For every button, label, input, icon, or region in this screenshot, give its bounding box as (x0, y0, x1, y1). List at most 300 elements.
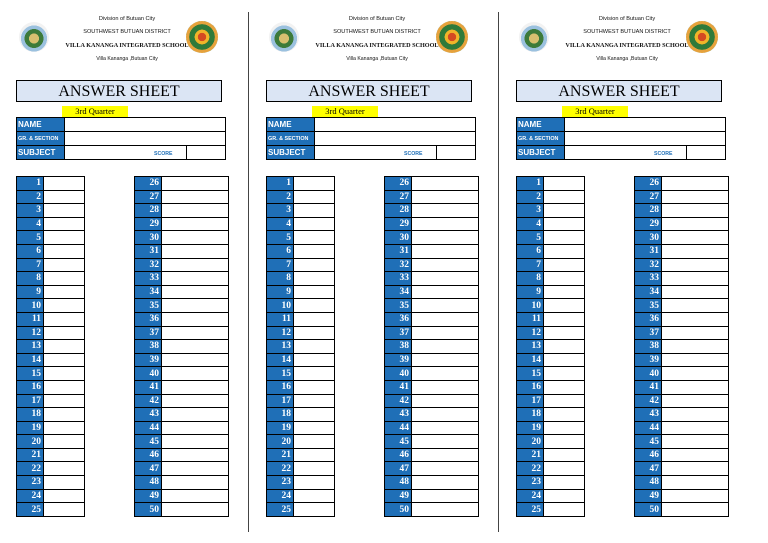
answer-box[interactable] (412, 476, 479, 490)
district-name: SOUTHWEST BUTUAN DISTRICT (583, 29, 671, 35)
answer-row (267, 312, 335, 326)
answer-box[interactable] (412, 272, 479, 286)
answer-row (385, 340, 479, 354)
answer-box[interactable] (162, 353, 229, 367)
item-number: 46 (135, 448, 162, 462)
answer-box[interactable] (412, 231, 479, 245)
answer-box[interactable] (662, 326, 729, 340)
answer-sheet (16, 0, 238, 543)
item-number: 35 (135, 299, 162, 313)
answer-box[interactable] (662, 258, 729, 272)
answer-box[interactable] (44, 326, 85, 340)
item-number: 31 (385, 244, 412, 258)
answer-row (517, 258, 585, 272)
answer-row (635, 285, 729, 299)
answer-row (267, 503, 335, 517)
answer-box[interactable] (544, 285, 585, 299)
answer-box[interactable] (44, 231, 85, 245)
item-number: 47 (135, 462, 162, 476)
student-info-table (516, 117, 726, 160)
answer-box[interactable] (162, 340, 229, 354)
item-number: 20 (267, 435, 294, 449)
answer-row (17, 177, 85, 191)
answer-box[interactable] (662, 394, 729, 408)
answer-box[interactable] (412, 462, 479, 476)
answer-box[interactable] (412, 299, 479, 313)
answer-row (17, 217, 85, 231)
school-header (16, 14, 238, 68)
answer-box[interactable] (544, 231, 585, 245)
answer-row (385, 476, 479, 490)
name-field[interactable] (565, 118, 726, 132)
answer-box[interactable] (412, 340, 479, 354)
score-label: SCORE (404, 151, 423, 157)
answer-row (385, 448, 479, 462)
answer-sheet (266, 0, 488, 543)
answer-box[interactable] (44, 272, 85, 286)
answer-box[interactable] (294, 299, 335, 313)
item-number: 7 (267, 258, 294, 272)
score-field[interactable] (187, 146, 226, 160)
item-number: 22 (267, 462, 294, 476)
answer-box[interactable] (662, 489, 729, 503)
answer-box[interactable] (44, 448, 85, 462)
answer-box[interactable] (294, 244, 335, 258)
answer-box[interactable] (44, 190, 85, 204)
answer-box[interactable] (412, 190, 479, 204)
item-number: 14 (17, 353, 44, 367)
answer-box[interactable] (44, 285, 85, 299)
answer-box[interactable] (544, 244, 585, 258)
item-number: 5 (517, 231, 544, 245)
answer-box[interactable] (412, 244, 479, 258)
item-number: 16 (517, 380, 544, 394)
answer-row (267, 421, 335, 435)
answer-row (517, 204, 585, 218)
answer-box[interactable] (662, 380, 729, 394)
answer-box[interactable] (662, 421, 729, 435)
answer-row (135, 476, 229, 490)
item-number: 5 (17, 231, 44, 245)
answer-box[interactable] (44, 421, 85, 435)
answer-box[interactable] (412, 217, 479, 231)
subject-label: SUBJECT (517, 146, 565, 160)
answer-box[interactable] (412, 177, 479, 191)
info-row (517, 146, 726, 160)
answer-box[interactable] (544, 408, 585, 422)
grade-section-field[interactable] (315, 132, 476, 146)
answer-row (385, 489, 479, 503)
answer-box[interactable] (162, 489, 229, 503)
answer-box[interactable] (544, 272, 585, 286)
item-number: 12 (17, 326, 44, 340)
answer-box[interactable] (162, 408, 229, 422)
answer-row (17, 462, 85, 476)
answer-row (17, 340, 85, 354)
item-number: 35 (635, 299, 662, 313)
answer-row (17, 394, 85, 408)
answer-row (517, 190, 585, 204)
answer-row (135, 177, 229, 191)
answer-row (135, 421, 229, 435)
answer-box[interactable] (294, 421, 335, 435)
answer-box[interactable] (162, 244, 229, 258)
answer-row (17, 367, 85, 381)
answer-box[interactable] (44, 217, 85, 231)
answer-box[interactable] (162, 476, 229, 490)
answer-box[interactable] (544, 258, 585, 272)
answer-row (135, 353, 229, 367)
answer-row (385, 326, 479, 340)
answer-box[interactable] (544, 177, 585, 191)
answer-row (517, 177, 585, 191)
item-number: 13 (517, 340, 544, 354)
answer-box[interactable] (294, 285, 335, 299)
answer-box[interactable] (44, 340, 85, 354)
item-number: 12 (517, 326, 544, 340)
item-number: 42 (135, 394, 162, 408)
answer-row (517, 489, 585, 503)
item-number: 41 (635, 380, 662, 394)
answer-box[interactable] (412, 380, 479, 394)
answer-box[interactable] (162, 272, 229, 286)
answer-box[interactable] (544, 489, 585, 503)
answer-row (635, 177, 729, 191)
answer-box[interactable] (662, 408, 729, 422)
answer-box[interactable] (662, 312, 729, 326)
school-name: VILLA KANANGA INTEGRATED SCHOOL (565, 42, 689, 49)
answer-box[interactable] (294, 353, 335, 367)
answer-box[interactable] (44, 177, 85, 191)
answer-box[interactable] (294, 340, 335, 354)
answer-box[interactable] (662, 217, 729, 231)
answer-box[interactable] (412, 503, 479, 517)
answer-box[interactable] (44, 380, 85, 394)
answer-box[interactable] (44, 462, 85, 476)
sheet-title: ANSWER SHEET (16, 80, 222, 102)
answer-box[interactable] (162, 231, 229, 245)
answer-row (135, 408, 229, 422)
answer-box[interactable] (162, 421, 229, 435)
item-number: 34 (135, 285, 162, 299)
answer-row (517, 462, 585, 476)
item-number: 33 (635, 272, 662, 286)
answer-box[interactable] (162, 258, 229, 272)
item-number: 28 (635, 204, 662, 218)
answer-box[interactable] (412, 312, 479, 326)
answer-box[interactable] (294, 448, 335, 462)
answer-box[interactable] (162, 448, 229, 462)
item-number: 41 (385, 380, 412, 394)
answer-box[interactable] (162, 394, 229, 408)
answer-box[interactable] (662, 462, 729, 476)
item-number: 24 (17, 489, 44, 503)
item-number: 39 (385, 353, 412, 367)
answer-row (17, 448, 85, 462)
answer-box[interactable] (44, 312, 85, 326)
item-number: 15 (267, 367, 294, 381)
answer-row (17, 258, 85, 272)
answer-box[interactable] (162, 380, 229, 394)
school-address: Villa Kananga ,Butuan City (96, 56, 158, 62)
answer-row (385, 421, 479, 435)
answer-row (267, 217, 335, 231)
answer-box[interactable] (44, 503, 85, 517)
answer-box[interactable] (662, 204, 729, 218)
item-number: 50 (635, 503, 662, 517)
answer-row (17, 353, 85, 367)
answer-box[interactable] (162, 217, 229, 231)
answer-box[interactable] (412, 285, 479, 299)
answer-box[interactable] (662, 231, 729, 245)
answer-box[interactable] (162, 190, 229, 204)
answer-row (517, 435, 585, 449)
answer-box[interactable] (662, 340, 729, 354)
answer-box[interactable] (662, 503, 729, 517)
grade-section-field[interactable] (65, 132, 226, 146)
answer-box[interactable] (162, 299, 229, 313)
grade-section-field[interactable] (565, 132, 726, 146)
answer-row (135, 394, 229, 408)
answer-box[interactable] (544, 326, 585, 340)
answer-row (267, 462, 335, 476)
item-number: 14 (517, 353, 544, 367)
answer-box[interactable] (544, 312, 585, 326)
answer-box[interactable] (162, 326, 229, 340)
answer-row (385, 244, 479, 258)
answers-column-26-50 (384, 176, 479, 517)
answer-box[interactable] (412, 394, 479, 408)
answer-row (267, 299, 335, 313)
answer-box[interactable] (162, 177, 229, 191)
answer-box[interactable] (44, 489, 85, 503)
answer-row (135, 258, 229, 272)
answer-row (385, 231, 479, 245)
answer-sheet (516, 0, 738, 543)
score-label: SCORE (654, 151, 673, 157)
answer-row (635, 435, 729, 449)
answer-box[interactable] (662, 190, 729, 204)
answer-box[interactable] (44, 353, 85, 367)
answer-box[interactable] (662, 299, 729, 313)
item-number: 44 (135, 421, 162, 435)
answer-box[interactable] (44, 367, 85, 381)
answer-box[interactable] (44, 299, 85, 313)
answer-box[interactable] (294, 190, 335, 204)
item-number: 1 (17, 177, 44, 191)
answer-row (267, 353, 335, 367)
answer-box[interactable] (544, 503, 585, 517)
answer-box[interactable] (44, 204, 85, 218)
answer-box[interactable] (162, 462, 229, 476)
school-header (516, 14, 738, 68)
name-field[interactable] (65, 118, 226, 132)
item-number: 6 (517, 244, 544, 258)
item-number: 30 (135, 231, 162, 245)
answer-box[interactable] (294, 435, 335, 449)
name-field[interactable] (315, 118, 476, 132)
student-info-table (16, 117, 226, 160)
answer-box[interactable] (162, 503, 229, 517)
answer-box[interactable] (294, 217, 335, 231)
answer-box[interactable] (662, 448, 729, 462)
answer-box[interactable] (544, 448, 585, 462)
answer-box[interactable] (544, 462, 585, 476)
answer-box[interactable] (544, 217, 585, 231)
item-number: 11 (267, 312, 294, 326)
answer-box[interactable] (294, 231, 335, 245)
item-number: 43 (635, 408, 662, 422)
answer-box[interactable] (544, 367, 585, 381)
answer-box[interactable] (412, 435, 479, 449)
answer-box[interactable] (44, 394, 85, 408)
answer-box[interactable] (662, 435, 729, 449)
answer-box[interactable] (662, 367, 729, 381)
answer-box[interactable] (544, 394, 585, 408)
answer-row (635, 299, 729, 313)
item-number: 50 (135, 503, 162, 517)
answer-box[interactable] (544, 204, 585, 218)
answer-box[interactable] (412, 258, 479, 272)
answer-box[interactable] (162, 312, 229, 326)
item-number: 18 (517, 408, 544, 422)
answer-row (385, 312, 479, 326)
answer-box[interactable] (544, 380, 585, 394)
answer-row (635, 353, 729, 367)
answer-box[interactable] (294, 408, 335, 422)
item-number: 22 (517, 462, 544, 476)
answers-column-1-25 (16, 176, 85, 517)
answer-box[interactable] (662, 272, 729, 286)
item-number: 25 (517, 503, 544, 517)
answer-row (17, 244, 85, 258)
answer-row (17, 299, 85, 313)
school-address: Villa Kananga ,Butuan City (596, 56, 658, 62)
answer-box[interactable] (44, 244, 85, 258)
school-name: VILLA KANANGA INTEGRATED SCHOOL (315, 42, 439, 49)
answer-box[interactable] (162, 435, 229, 449)
answer-box[interactable] (294, 476, 335, 490)
item-number: 8 (267, 272, 294, 286)
answer-box[interactable] (294, 326, 335, 340)
answer-box[interactable] (294, 380, 335, 394)
score-field[interactable] (437, 146, 476, 160)
answer-box[interactable] (294, 503, 335, 517)
answer-row (267, 394, 335, 408)
item-number: 48 (635, 476, 662, 490)
answer-row (17, 190, 85, 204)
answer-box[interactable] (294, 367, 335, 381)
info-row (517, 132, 726, 146)
answer-box[interactable] (162, 204, 229, 218)
answer-box[interactable] (294, 258, 335, 272)
item-number: 39 (635, 353, 662, 367)
item-number: 26 (135, 177, 162, 191)
answer-box[interactable] (412, 353, 479, 367)
answer-box[interactable] (294, 462, 335, 476)
answer-box[interactable] (544, 190, 585, 204)
answer-box[interactable] (294, 204, 335, 218)
answer-row (635, 190, 729, 204)
answer-row (267, 258, 335, 272)
answer-box[interactable] (662, 476, 729, 490)
sheet-title: ANSWER SHEET (516, 80, 722, 102)
district-name: SOUTHWEST BUTUAN DISTRICT (83, 29, 171, 35)
item-number: 31 (635, 244, 662, 258)
answer-row (267, 380, 335, 394)
answer-box[interactable] (412, 367, 479, 381)
answer-box[interactable] (662, 353, 729, 367)
answer-row (635, 462, 729, 476)
answer-box[interactable] (544, 299, 585, 313)
answer-box[interactable] (44, 435, 85, 449)
answer-box[interactable] (412, 448, 479, 462)
item-number: 23 (17, 476, 44, 490)
answer-row (517, 326, 585, 340)
answer-box[interactable] (544, 421, 585, 435)
answer-box[interactable] (294, 489, 335, 503)
answer-row (517, 231, 585, 245)
answer-box[interactable] (412, 408, 479, 422)
answer-row (517, 244, 585, 258)
item-number: 24 (517, 489, 544, 503)
answer-box[interactable] (544, 340, 585, 354)
answer-box[interactable] (44, 258, 85, 272)
answer-box[interactable] (294, 312, 335, 326)
item-number: 45 (135, 435, 162, 449)
answer-box[interactable] (662, 285, 729, 299)
answer-box[interactable] (662, 177, 729, 191)
answer-box[interactable] (544, 476, 585, 490)
answer-box[interactable] (544, 353, 585, 367)
answer-row (517, 448, 585, 462)
answer-box[interactable] (162, 285, 229, 299)
item-number: 15 (517, 367, 544, 381)
answer-box[interactable] (294, 177, 335, 191)
answer-box[interactable] (662, 244, 729, 258)
answers-column-1-25 (516, 176, 585, 517)
answer-row (635, 394, 729, 408)
score-field[interactable] (687, 146, 726, 160)
school-header (266, 14, 488, 68)
answer-box[interactable] (162, 367, 229, 381)
item-number: 26 (635, 177, 662, 191)
answer-box[interactable] (294, 272, 335, 286)
district-name: SOUTHWEST BUTUAN DISTRICT (333, 29, 421, 35)
item-number: 38 (635, 340, 662, 354)
item-number: 49 (385, 489, 412, 503)
info-row (517, 118, 726, 132)
answer-box[interactable] (412, 421, 479, 435)
answer-box[interactable] (544, 435, 585, 449)
item-number: 36 (135, 312, 162, 326)
answer-box[interactable] (44, 476, 85, 490)
answer-box[interactable] (294, 394, 335, 408)
answer-row (517, 299, 585, 313)
item-number: 45 (635, 435, 662, 449)
answer-box[interactable] (412, 204, 479, 218)
answer-row (635, 448, 729, 462)
answer-box[interactable] (412, 326, 479, 340)
answer-row (517, 380, 585, 394)
item-number: 48 (135, 476, 162, 490)
answer-box[interactable] (412, 489, 479, 503)
item-number: 13 (17, 340, 44, 354)
answer-row (17, 380, 85, 394)
answer-row (635, 421, 729, 435)
answer-box[interactable] (44, 408, 85, 422)
item-number: 19 (267, 421, 294, 435)
